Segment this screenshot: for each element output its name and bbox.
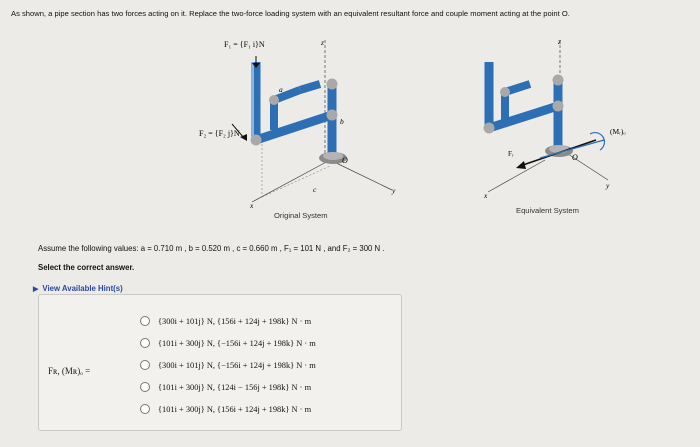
pipe-original bbox=[256, 62, 332, 140]
elbow-3 bbox=[327, 79, 338, 90]
answer-option-4[interactable] bbox=[140, 380, 311, 394]
radio-button[interactable] bbox=[140, 316, 150, 326]
elbow-2 bbox=[327, 110, 338, 121]
eq-elbow-2 bbox=[553, 101, 564, 112]
resultant-moment-label: (Mᵣ)ₒ bbox=[610, 127, 626, 136]
triangle-right-icon: ▶ bbox=[33, 286, 39, 293]
equivalent-system-figure bbox=[483, 37, 626, 200]
f1-label: F₁ = {F₁ i}N bbox=[224, 40, 265, 49]
option-text: {101i + 300j} N, {−156i + 124j + 198k} N · m bbox=[158, 338, 316, 348]
x-axis bbox=[252, 160, 330, 202]
answer-option-3[interactable] bbox=[140, 358, 316, 372]
original-system-figure bbox=[199, 38, 396, 210]
pipe-equivalent bbox=[489, 62, 558, 128]
eq-elbow-1 bbox=[484, 123, 495, 134]
radio-button[interactable] bbox=[140, 404, 150, 414]
answer-option-1[interactable] bbox=[140, 314, 311, 328]
eq-elbow-4 bbox=[500, 87, 510, 97]
base-flange-top bbox=[323, 152, 343, 160]
answer-lhs-expression: Fʀ, (Mʀ)ₒ = bbox=[48, 366, 91, 376]
select-instruction: Select the correct answer. bbox=[38, 263, 135, 272]
eq-y-axis-label: y bbox=[606, 181, 610, 190]
dim-a-label: a bbox=[279, 85, 283, 94]
option-text: {101i + 300j} N, {156i + 124j + 198k} N · m bbox=[158, 404, 312, 414]
x-axis-label: x bbox=[250, 201, 254, 210]
dim-b-label: b bbox=[340, 117, 344, 126]
assumption-text: Assume the following values: a = 0.710 m , b = 0.520 m , c = 0.660 m , F₁ = 101 N , and F₂ = 300 N . bbox=[38, 244, 385, 253]
question-text: As shown, a pipe section has two forces acting on it. Replace the two-force loading system with an equivalent resultant force and couple moment acting at the point O. bbox=[11, 9, 570, 18]
eq-x-axis-label: x bbox=[484, 191, 488, 200]
view-hints-label: View Available Hint(s) bbox=[42, 284, 123, 293]
figures bbox=[0, 28, 700, 228]
eq-elbow-3 bbox=[553, 75, 564, 86]
elbow-4 bbox=[269, 95, 279, 105]
y-axis-label: y bbox=[392, 186, 396, 195]
eq-origin-label: O bbox=[572, 153, 578, 162]
option-text: {101i + 300j} N, {124i − 156j + 198k} N · m bbox=[158, 382, 312, 392]
option-text: {300i + 101j} N, {156i + 124j + 198k} N · m bbox=[158, 316, 312, 326]
answer-option-5[interactable] bbox=[140, 402, 311, 416]
origin-label: O bbox=[342, 156, 348, 165]
dim-c-label: c bbox=[313, 185, 317, 194]
radio-button[interactable] bbox=[140, 382, 150, 392]
resultant-force-arrowhead bbox=[516, 161, 526, 169]
original-system-caption: Original System bbox=[274, 211, 328, 220]
eq-x-axis bbox=[488, 160, 545, 192]
f2-label: F₂ = {F₂ j}N bbox=[199, 129, 240, 138]
resultant-force-label: Fᵣ bbox=[508, 150, 514, 158]
view-hints-link[interactable] bbox=[33, 284, 123, 293]
radio-button[interactable] bbox=[140, 360, 150, 370]
option-text: {300i + 101j} N, {−156i + 124j + 198k} N · m bbox=[158, 360, 316, 370]
y-axis bbox=[330, 160, 392, 190]
z-axis-label: z bbox=[321, 38, 324, 47]
dim-line-c2 bbox=[262, 166, 330, 197]
elbow-1 bbox=[251, 135, 262, 146]
pipe-branch-2 bbox=[300, 84, 320, 90]
answer-option-2[interactable] bbox=[140, 336, 316, 350]
equivalent-system-caption: Equivalent System bbox=[516, 206, 579, 215]
radio-button[interactable] bbox=[140, 338, 150, 348]
eq-z-axis-label: z bbox=[558, 37, 561, 46]
eq-base-flange-top bbox=[549, 145, 569, 153]
